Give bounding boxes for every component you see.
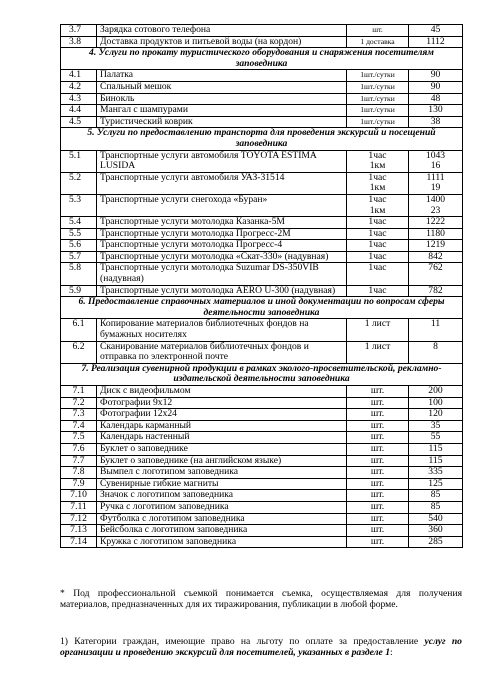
- service-name: Календарь настенный: [97, 432, 347, 444]
- unit-of-measure: [347, 228, 409, 240]
- price: 125: [409, 478, 463, 490]
- price: 38: [409, 116, 463, 128]
- price: 130: [409, 105, 463, 117]
- price-km: 16: [430, 160, 441, 172]
- unit-hour: 1час: [368, 250, 387, 262]
- row-number: 3.8: [61, 36, 97, 48]
- unit-of-measure: шт.: [347, 513, 409, 525]
- service-name: Кружка с логотипом заповедника: [97, 536, 347, 548]
- unit-km: 1км: [369, 204, 386, 216]
- service-name: Доставка продуктов и питьевой воды (на кордон): [97, 36, 347, 48]
- table-row: [61, 194, 463, 216]
- price: 90: [409, 70, 463, 82]
- service-name: Палатка: [97, 70, 347, 82]
- price-hour: 842: [428, 250, 443, 262]
- unit-of-measure: [347, 285, 409, 297]
- price: [409, 263, 463, 285]
- price: [409, 228, 463, 240]
- unit-of-measure: шт.: [347, 25, 409, 37]
- table-row: [61, 490, 463, 502]
- table-row: [61, 536, 463, 548]
- service-name: Значок с логотипом заповедника: [97, 490, 347, 502]
- unit-hour: 1час: [368, 262, 387, 274]
- price: 85: [409, 490, 463, 502]
- row-number: 4.4: [61, 105, 97, 117]
- price-table: [60, 24, 463, 548]
- section-4-header: [61, 48, 463, 70]
- row-number: 7.6: [61, 443, 97, 455]
- row-number: 7.9: [61, 478, 97, 490]
- unit-of-measure: шт.: [347, 536, 409, 548]
- price: [409, 150, 463, 172]
- price: [409, 285, 463, 297]
- table-row: [61, 70, 463, 82]
- row-number: 5.8: [61, 263, 97, 285]
- row-number: 5.1: [61, 150, 97, 172]
- unit-of-measure: [347, 240, 409, 252]
- unit-of-measure: шт.: [347, 432, 409, 444]
- unit-of-measure: [347, 194, 409, 216]
- unit-of-measure: 1шт./сутки: [347, 93, 409, 105]
- table-row: [61, 240, 463, 252]
- service-name: Фотографии 12х24: [97, 409, 347, 421]
- price: 1112: [409, 36, 463, 48]
- price-km: 19: [430, 182, 441, 194]
- service-name: Сканирование материалов библиотечных фондов и отправка по электронной почте: [97, 341, 347, 363]
- price-km: 23: [430, 204, 441, 216]
- table-row: [61, 478, 463, 490]
- service-name: Транспортные услуги снегохода «Буран»: [97, 194, 347, 216]
- unit-of-measure: [347, 217, 409, 229]
- unit-km: 1км: [369, 160, 386, 172]
- service-name: Транспортные услуги мотолодка Прогресс-2М: [97, 228, 347, 240]
- row-number: 7.5: [61, 432, 97, 444]
- service-name: Зарядка сотового телефона: [97, 25, 347, 37]
- price-hour: 1043: [425, 149, 446, 161]
- row-number: 4.3: [61, 93, 97, 105]
- row-number: 7.10: [61, 490, 97, 502]
- service-name: Транспортные услуги мотолодка «Скат-330» (надувная): [97, 251, 347, 263]
- service-name: Транспортные услуги мотолодка Казанка-5М: [97, 217, 347, 229]
- row-number: 6.1: [61, 319, 97, 341]
- unit-of-measure: 1 доставка: [347, 36, 409, 48]
- service-name: Ручка с логотипом заповедника: [97, 501, 347, 513]
- price: 11: [409, 319, 463, 341]
- row-number: 7.8: [61, 467, 97, 479]
- row-number: 4.2: [61, 81, 97, 93]
- price-hour: 1219: [425, 239, 446, 251]
- unit-of-measure: шт.: [347, 455, 409, 467]
- row-number: 5.7: [61, 251, 97, 263]
- price-hour: 1111: [426, 171, 445, 183]
- price: 115: [409, 455, 463, 467]
- unit-hour: 1час: [368, 284, 387, 296]
- service-name: Буклет о заповеднике (на английском языке): [97, 455, 347, 467]
- service-name: Буклет о заповеднике: [97, 443, 347, 455]
- unit-of-measure: 1шт./сутки: [347, 105, 409, 117]
- unit-of-measure: [347, 150, 409, 172]
- unit-of-measure: шт.: [347, 409, 409, 421]
- price: 100: [409, 397, 463, 409]
- table-row: [61, 455, 463, 467]
- price-hour: 1222: [425, 216, 446, 228]
- service-name: Транспортные услуги мотолодка Прогресс-4: [97, 240, 347, 252]
- price: 48: [409, 93, 463, 105]
- table-row: [61, 341, 463, 363]
- unit-of-measure: шт.: [347, 478, 409, 490]
- table-row: [61, 172, 463, 194]
- row-number: 7.1: [61, 386, 97, 398]
- unit-of-measure: шт.: [347, 501, 409, 513]
- table-row: [61, 397, 463, 409]
- row-number: 6.2: [61, 341, 97, 363]
- service-name: Диск с видеофильмом: [97, 386, 347, 398]
- price: [409, 172, 463, 194]
- table-row: [61, 432, 463, 444]
- price-table-page: [60, 24, 462, 548]
- section-6-header: [61, 297, 463, 319]
- price: [409, 194, 463, 216]
- price: 115: [409, 443, 463, 455]
- service-name: Фотографии 9х12: [97, 397, 347, 409]
- service-name: Туристический коврик: [97, 116, 347, 128]
- table-row: [61, 409, 463, 421]
- row-number: 7.7: [61, 455, 97, 467]
- price: [409, 240, 463, 252]
- unit-of-measure: [347, 263, 409, 285]
- price: 285: [409, 536, 463, 548]
- table-row: [61, 443, 463, 455]
- unit-of-measure: шт.: [347, 420, 409, 432]
- table-row: [61, 319, 463, 341]
- price: [409, 251, 463, 263]
- price-hour: 1400: [425, 193, 446, 205]
- price: 85: [409, 501, 463, 513]
- price: 335: [409, 467, 463, 479]
- price: 540: [409, 513, 463, 525]
- service-name: Календарь карманный: [97, 420, 347, 432]
- service-name: Транспортные услуги мотолодка AERO U-300 (надувная): [97, 285, 347, 297]
- unit-of-measure: [347, 251, 409, 263]
- row-number: 5.2: [61, 172, 97, 194]
- table-row: [61, 263, 463, 285]
- section-title: 5. Услуги по предоставлению транспорта для проведения экскурсий и посещений заповедника: [61, 128, 463, 150]
- table-row: [61, 467, 463, 479]
- row-number: 7.2: [61, 397, 97, 409]
- unit-of-measure: 1шт./сутки: [347, 116, 409, 128]
- table-row: [61, 228, 463, 240]
- section-title: 6. Предоставление справочных материалов и иной документации по вопросам сферы деятельности заповедника: [61, 297, 463, 319]
- table-row: [61, 285, 463, 297]
- benefit-note: 1) Категории граждан, имеющие право на льготу по оплате за предоставление услуг по организации и проведению экскурсий для посетителей, указанных в разделе 1:: [60, 636, 462, 659]
- service-name: Футболка с логотипом заповедника: [97, 513, 347, 525]
- price: 90: [409, 81, 463, 93]
- table-row: [61, 81, 463, 93]
- price: 45: [409, 25, 463, 37]
- row-number: 7.4: [61, 420, 97, 432]
- service-name: Транспортные услуги автомобиля УАЗ-31514: [97, 172, 347, 194]
- service-name: Бейсболка с логотипом заповедника: [97, 525, 347, 537]
- row-number: 3.7: [61, 25, 97, 37]
- table-row: [61, 513, 463, 525]
- unit-of-measure: [347, 172, 409, 194]
- row-number: 7.14: [61, 536, 97, 548]
- table-row: [61, 251, 463, 263]
- unit-of-measure: шт.: [347, 443, 409, 455]
- table-row: [61, 386, 463, 398]
- unit-hour: 1час: [368, 239, 387, 251]
- service-name: Бинокль: [97, 93, 347, 105]
- table-row: [61, 105, 463, 117]
- unit-hour: 1час: [368, 149, 387, 161]
- price: 120: [409, 409, 463, 421]
- unit-of-measure: шт.: [347, 397, 409, 409]
- section-title: 4. Услуги по прокату туристического оборудования и снаряжения посетителям заповедника: [61, 48, 463, 70]
- unit-km: 1км: [369, 182, 386, 194]
- table-row: [61, 25, 463, 37]
- service-name: Вымпел с логотипом заповедника: [97, 467, 347, 479]
- row-number: 5.6: [61, 240, 97, 252]
- row-number: 5.5: [61, 228, 97, 240]
- service-name: Спальный мешок: [97, 81, 347, 93]
- table-row: [61, 150, 463, 172]
- unit-hour: 1час: [368, 171, 387, 183]
- price: 200: [409, 386, 463, 398]
- table-row: [61, 501, 463, 513]
- price: [409, 217, 463, 229]
- unit-hour: 1час: [368, 216, 387, 228]
- row-number: 7.11: [61, 501, 97, 513]
- table-row: [61, 36, 463, 48]
- row-number: 7.3: [61, 409, 97, 421]
- row-number: 5.9: [61, 285, 97, 297]
- price: 8: [409, 341, 463, 363]
- unit-of-measure: 1 лист: [347, 341, 409, 363]
- price-hour: 782: [428, 284, 443, 296]
- unit-of-measure: шт.: [347, 525, 409, 537]
- table-row: [61, 420, 463, 432]
- footnote: * Под профессиональной съемкой понимается съемка, осуществляемая для получения материалов, предназначенных для их тиражирования, публикации в любой форме.: [60, 588, 462, 611]
- row-number: 7.12: [61, 513, 97, 525]
- unit-of-measure: 1шт./сутки: [347, 81, 409, 93]
- service-name: Мангал с шампурами: [97, 105, 347, 117]
- row-number: 5.4: [61, 217, 97, 229]
- unit-of-measure: шт.: [347, 490, 409, 502]
- section-title: 7. Реализация сувенирной продукции в рамках эколого-просветительской, рекламно-издательской деятельности заповедника: [61, 363, 463, 385]
- service-name: Копирование материалов библиотечных фондов на бумажных носителях: [97, 319, 347, 341]
- section-7-header: [61, 363, 463, 385]
- row-number: 5.3: [61, 194, 97, 216]
- unit-of-measure: шт.: [347, 467, 409, 479]
- service-name: Сувенирные гибкие магниты: [97, 478, 347, 490]
- unit-of-measure: 1шт./сутки: [347, 70, 409, 82]
- service-name: Транспортные услуги автомобиля TOYOTA ESTIMA LUSIDA: [97, 150, 347, 172]
- price: 35: [409, 420, 463, 432]
- table-row: [61, 93, 463, 105]
- table-row: [61, 116, 463, 128]
- price-hour: 1180: [426, 227, 445, 239]
- unit-hour: 1час: [368, 193, 387, 205]
- row-number: 4.5: [61, 116, 97, 128]
- price: 55: [409, 432, 463, 444]
- service-name: Транспортные услуги мотолодка Suzumar DS-350VIB (надувная): [97, 263, 347, 285]
- table-row: [61, 217, 463, 229]
- row-number: 4.1: [61, 70, 97, 82]
- price-hour: 762: [428, 262, 443, 274]
- section-5-header: [61, 128, 463, 150]
- unit-hour: 1час: [368, 227, 387, 239]
- price: 360: [409, 525, 463, 537]
- unit-of-measure: шт.: [347, 386, 409, 398]
- row-number: 7.13: [61, 525, 97, 537]
- unit-of-measure: 1 лист: [347, 319, 409, 341]
- table-row: [61, 525, 463, 537]
